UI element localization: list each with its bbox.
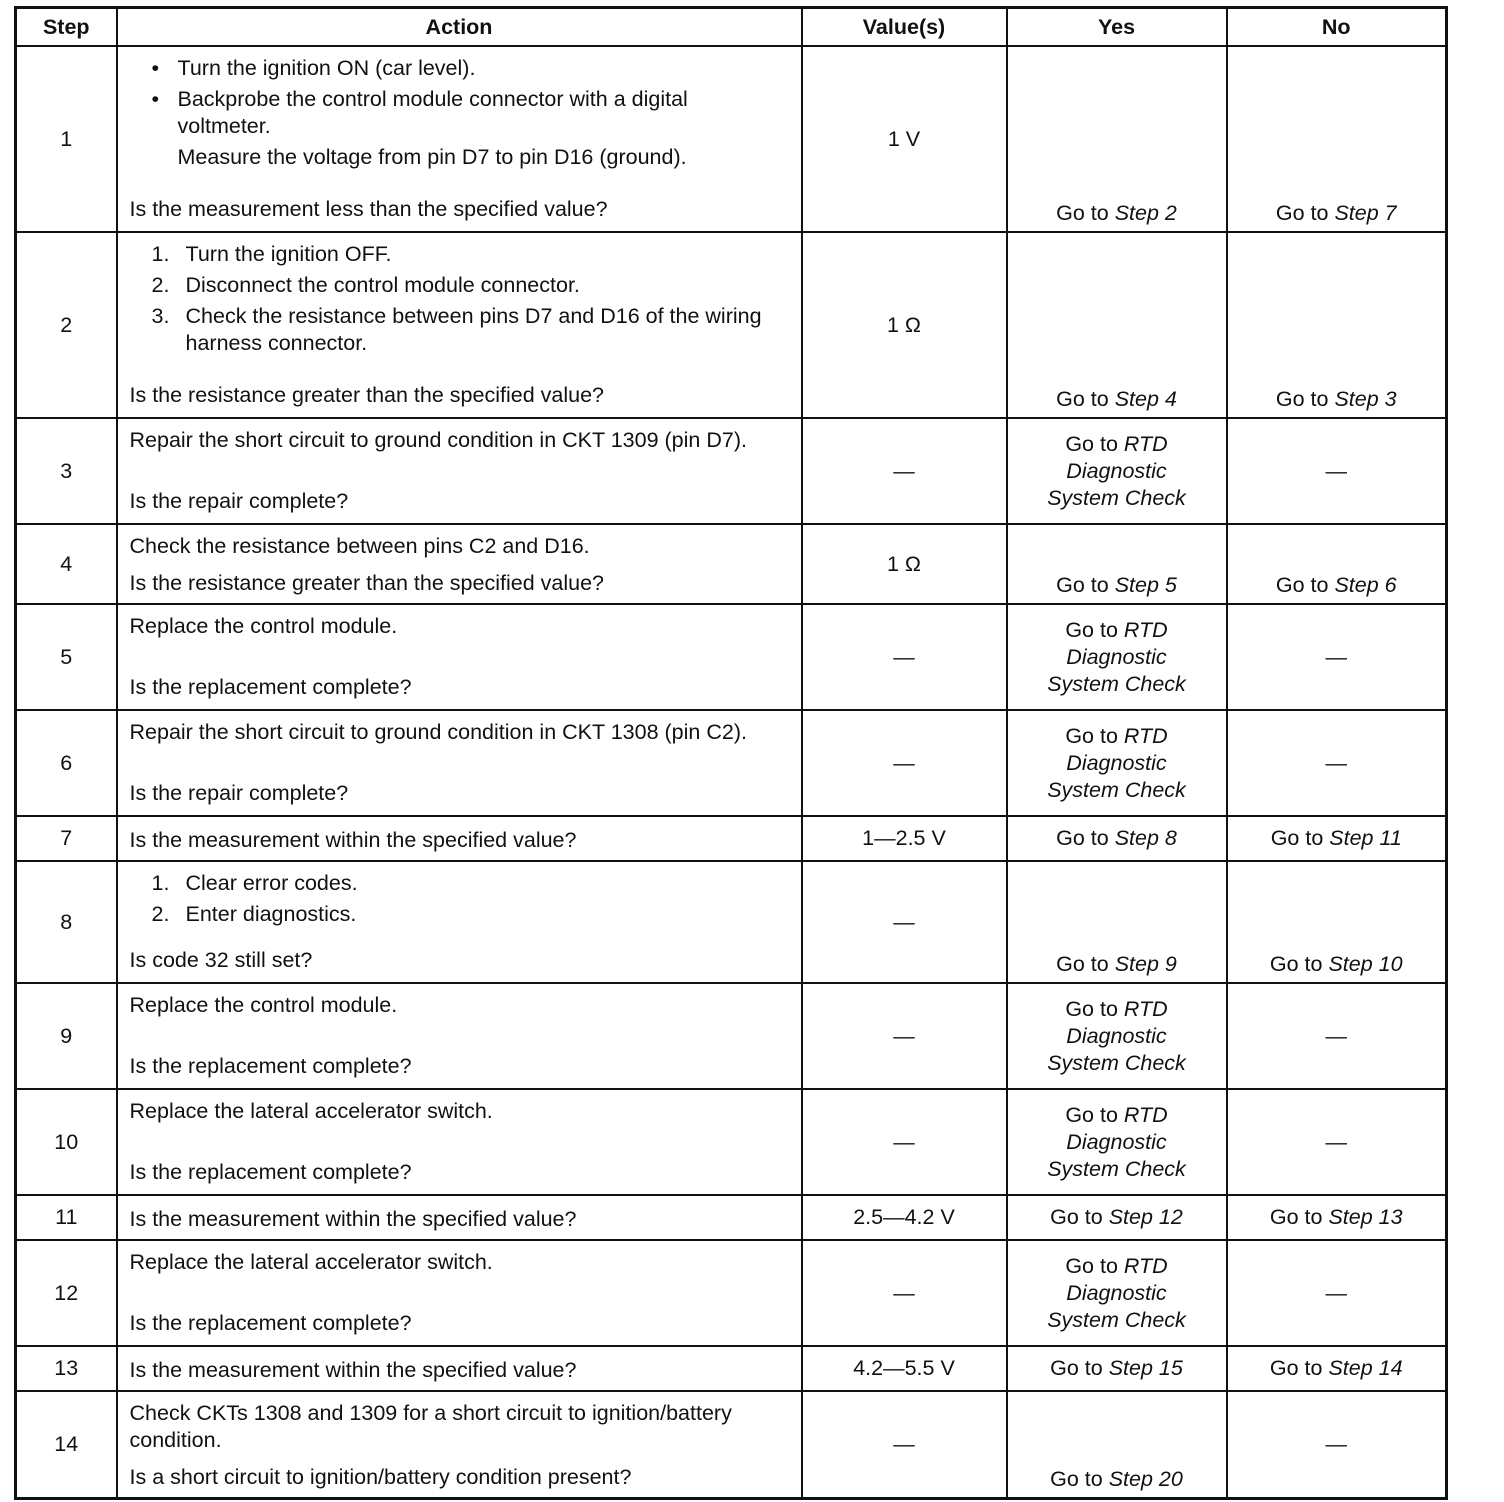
action-cell: [117, 1240, 802, 1346]
yes-cell: [1007, 861, 1227, 983]
table-body: [16, 46, 1447, 1499]
numbered-text: Clear error codes.: [185, 871, 358, 895]
table-row: [16, 1195, 1447, 1240]
table-row: [16, 1391, 1447, 1499]
no-cell: [1227, 1346, 1447, 1391]
step-cell: 10: [16, 1089, 117, 1195]
numbered-item: [152, 870, 787, 897]
step-cell: 14: [16, 1391, 117, 1499]
goto-prefix: Go to: [1065, 996, 1124, 1021]
goto-prefix: Go to: [1065, 431, 1124, 456]
action-cell: [117, 524, 802, 604]
goto-prefix: Go to: [1065, 723, 1124, 748]
no-cell: [1227, 1089, 1447, 1195]
no-cell: [1227, 861, 1447, 983]
goto-reference[interactable]: Step 2: [1114, 201, 1177, 225]
value-cell: —: [802, 418, 1007, 524]
action-question: Is a short circuit to ignition/battery condition present?: [129, 1465, 632, 1489]
action-question: Is the replacement complete?: [129, 675, 412, 699]
step-cell: 4: [16, 524, 117, 604]
goto-prefix: Go to: [1056, 387, 1115, 411]
item-number: 1.: [151, 242, 170, 266]
no-cell: [1227, 983, 1447, 1089]
goto-reference[interactable]: Step 11: [1329, 826, 1402, 850]
value-cell: 2.5—4.2 V: [802, 1195, 1007, 1240]
action-text: Check CKTs 1308 and 1309 for a short circuit to ignition/battery condition.: [129, 1401, 732, 1452]
goto-reference[interactable]: RTD Diagnostic System Check: [1047, 723, 1186, 802]
table-row: [16, 604, 1447, 710]
action-question: Is the repair complete?: [129, 781, 349, 805]
action-question: Is code 32 still set?: [129, 948, 313, 972]
no-dash: —: [1325, 1023, 1347, 1048]
goto-reference[interactable]: Step 3: [1334, 387, 1397, 411]
value-cell: —: [802, 1089, 1007, 1195]
no-dash: —: [1325, 1432, 1347, 1456]
goto-reference[interactable]: RTD Diagnostic System Check: [1047, 996, 1186, 1075]
goto-reference[interactable]: Step 15: [1108, 1356, 1183, 1380]
action-cell: [117, 1089, 802, 1195]
action-cell: [117, 1346, 802, 1391]
goto-reference[interactable]: Step 8: [1114, 826, 1177, 850]
goto-prefix: Go to: [1050, 1205, 1109, 1229]
table-row: [16, 710, 1447, 816]
goto-prefix: Go to: [1065, 617, 1124, 642]
action-cell: [117, 1391, 802, 1499]
action-cell: [117, 232, 802, 418]
no-cell: [1227, 710, 1447, 816]
table-row: [16, 46, 1447, 232]
step-cell: 11: [16, 1195, 117, 1240]
goto-reference[interactable]: Step 9: [1114, 952, 1177, 976]
action-question: Is the repair complete?: [129, 489, 349, 513]
table-row: [16, 1346, 1447, 1391]
action-question: Is the resistance greater than the specified value?: [129, 571, 604, 595]
numbered-text: Disconnect the control module connector.: [185, 273, 580, 297]
goto-reference[interactable]: RTD Diagnostic System Check: [1047, 1253, 1186, 1332]
action-text: Repair the short circuit to ground condition in CKT 1309 (pin D7).: [129, 428, 747, 452]
item-number: 2.: [151, 902, 170, 926]
no-dash: —: [1325, 1280, 1347, 1305]
goto-prefix: Go to: [1065, 1253, 1124, 1278]
no-cell: [1227, 1240, 1447, 1346]
item-number: 2.: [151, 273, 170, 297]
header-action: Action: [117, 8, 802, 47]
goto-prefix: Go to: [1269, 952, 1329, 976]
bullet-icon: •: [151, 87, 160, 111]
bullet-item: [152, 55, 787, 82]
bullet-text: Turn the ignition ON (car level).: [177, 56, 476, 80]
action-cell: [117, 861, 802, 983]
goto-prefix: Go to: [1050, 1467, 1109, 1491]
table-row: [16, 861, 1447, 983]
goto-reference[interactable]: Step 5: [1114, 573, 1177, 597]
goto-prefix: Go to: [1275, 573, 1335, 597]
goto-reference[interactable]: Step 7: [1334, 201, 1397, 225]
action-question: Is the replacement complete?: [129, 1311, 412, 1335]
table-header-row: [16, 8, 1447, 47]
action-cell: [117, 983, 802, 1089]
goto-prefix: Go to: [1275, 201, 1335, 225]
step-cell: 5: [16, 604, 117, 710]
action-cell: [117, 418, 802, 524]
value-cell: —: [802, 983, 1007, 1089]
value-cell: —: [802, 710, 1007, 816]
value-cell: —: [802, 1240, 1007, 1346]
no-cell: [1227, 604, 1447, 710]
header-no: No: [1227, 8, 1447, 47]
action-question: Is the resistance greater than the specified value?: [129, 383, 604, 407]
goto-reference[interactable]: Step 12: [1108, 1205, 1183, 1229]
step-cell: 7: [16, 816, 117, 861]
goto-prefix: Go to: [1269, 1356, 1329, 1380]
yes-cell: [1007, 1240, 1227, 1346]
no-cell: [1227, 232, 1447, 418]
goto-reference[interactable]: Step 13: [1328, 1205, 1403, 1229]
goto-prefix: Go to: [1065, 1102, 1124, 1127]
action-cell: [117, 710, 802, 816]
numbered-text: Enter diagnostics.: [185, 902, 357, 926]
yes-cell: [1007, 710, 1227, 816]
action-text: Replace the control module.: [129, 614, 398, 638]
bullet-text: Backprobe the control module connector with a digital voltmeter.: [177, 87, 688, 138]
action-question: Is the measurement within the specified value?: [129, 828, 577, 852]
action-cell: [117, 46, 802, 232]
step-cell: 13: [16, 1346, 117, 1391]
yes-cell: [1007, 1195, 1227, 1240]
yes-cell: [1007, 418, 1227, 524]
step-cell: 9: [16, 983, 117, 1089]
item-number: 3.: [151, 304, 170, 328]
action-text: Repair the short circuit to ground condition in CKT 1308 (pin C2).: [129, 720, 747, 744]
goto-prefix: Go to: [1270, 826, 1330, 850]
action-question: Is the replacement complete?: [129, 1054, 412, 1078]
goto-reference[interactable]: Step 6: [1334, 573, 1397, 597]
step-cell: 1: [16, 46, 117, 232]
numbered-item: [152, 303, 787, 357]
value-cell: —: [802, 1391, 1007, 1499]
numbered-item: [152, 241, 787, 268]
goto-prefix: Go to: [1056, 573, 1115, 597]
goto-reference[interactable]: Step 10: [1328, 952, 1403, 976]
no-dash: —: [1325, 458, 1347, 483]
header-step: Step: [16, 8, 117, 47]
table-row: [16, 418, 1447, 524]
goto-reference[interactable]: RTD Diagnostic System Check: [1047, 431, 1186, 510]
numbered-text: Turn the ignition OFF.: [185, 242, 392, 266]
yes-cell: [1007, 1089, 1227, 1195]
table-row: [16, 232, 1447, 418]
action-text: Replace the control module.: [129, 993, 398, 1017]
action-text: Replace the lateral accelerator switch.: [129, 1099, 493, 1123]
table-row: [16, 524, 1447, 604]
action-text: Replace the lateral accelerator switch.: [129, 1250, 493, 1274]
action-question: Is the measurement within the specified value?: [129, 1358, 577, 1382]
diagnostic-table: [14, 6, 1448, 1500]
value-cell: 4.2—5.5 V: [802, 1346, 1007, 1391]
yes-cell: [1007, 1346, 1227, 1391]
table-row: [16, 816, 1447, 861]
value-cell: 1 Ω: [802, 524, 1007, 604]
action-question: Is the replacement complete?: [129, 1160, 412, 1184]
yes-cell: [1007, 524, 1227, 604]
step-cell: 12: [16, 1240, 117, 1346]
goto-reference[interactable]: RTD Diagnostic System Check: [1047, 617, 1186, 696]
no-cell: [1227, 1195, 1447, 1240]
action-cell: [117, 816, 802, 861]
no-dash: —: [1325, 1129, 1347, 1154]
goto-reference[interactable]: RTD Diagnostic System Check: [1047, 1102, 1186, 1181]
table-row: [16, 1240, 1447, 1346]
value-cell: —: [802, 861, 1007, 983]
goto-prefix: Go to: [1269, 1205, 1329, 1229]
step-cell: 6: [16, 710, 117, 816]
goto-prefix: Go to: [1050, 1356, 1109, 1380]
action-question: Is the measurement within the specified value?: [129, 1207, 577, 1231]
goto-reference[interactable]: Step 14: [1328, 1356, 1403, 1380]
no-cell: [1227, 816, 1447, 861]
bullet-icon: •: [151, 56, 160, 80]
yes-cell: [1007, 1391, 1227, 1499]
no-cell: [1227, 524, 1447, 604]
goto-reference[interactable]: Step 4: [1114, 387, 1177, 411]
header-values: Value(s): [802, 8, 1007, 47]
value-cell: 1—2.5 V: [802, 816, 1007, 861]
goto-prefix: Go to: [1056, 952, 1115, 976]
no-dash: —: [1325, 644, 1347, 669]
action-question: Is the measurement less than the specified value?: [129, 197, 608, 221]
step-cell: 2: [16, 232, 117, 418]
no-cell: [1227, 418, 1447, 524]
step-cell: 8: [16, 861, 117, 983]
yes-cell: [1007, 46, 1227, 232]
table-row: [16, 1089, 1447, 1195]
no-cell: [1227, 46, 1447, 232]
step-cell: 3: [16, 418, 117, 524]
goto-prefix: Go to: [1056, 826, 1115, 850]
value-cell: 1 Ω: [802, 232, 1007, 418]
yes-cell: [1007, 604, 1227, 710]
action-text: Check the resistance between pins C2 and D16.: [129, 534, 590, 558]
item-number: 1.: [151, 871, 170, 895]
no-cell: [1227, 1391, 1447, 1499]
numbered-text: Check the resistance between pins D7 and D16 of the wiring harness connector.: [185, 304, 762, 355]
numbered-item: [152, 272, 787, 299]
bullet-item: [152, 86, 787, 140]
yes-cell: [1007, 232, 1227, 418]
goto-reference[interactable]: Step 20: [1108, 1467, 1183, 1491]
no-dash: —: [1325, 750, 1347, 775]
yes-cell: [1007, 983, 1227, 1089]
table-row: [16, 983, 1447, 1089]
numbered-item: [152, 901, 787, 928]
action-note: Measure the voltage from pin D7 to pin D16 (ground).: [177, 145, 687, 169]
goto-prefix: Go to: [1275, 387, 1335, 411]
goto-prefix: Go to: [1056, 201, 1115, 225]
yes-cell: [1007, 816, 1227, 861]
header-yes: Yes: [1007, 8, 1227, 47]
action-cell: [117, 604, 802, 710]
value-cell: —: [802, 604, 1007, 710]
action-cell: [117, 1195, 802, 1240]
value-cell: 1 V: [802, 46, 1007, 232]
